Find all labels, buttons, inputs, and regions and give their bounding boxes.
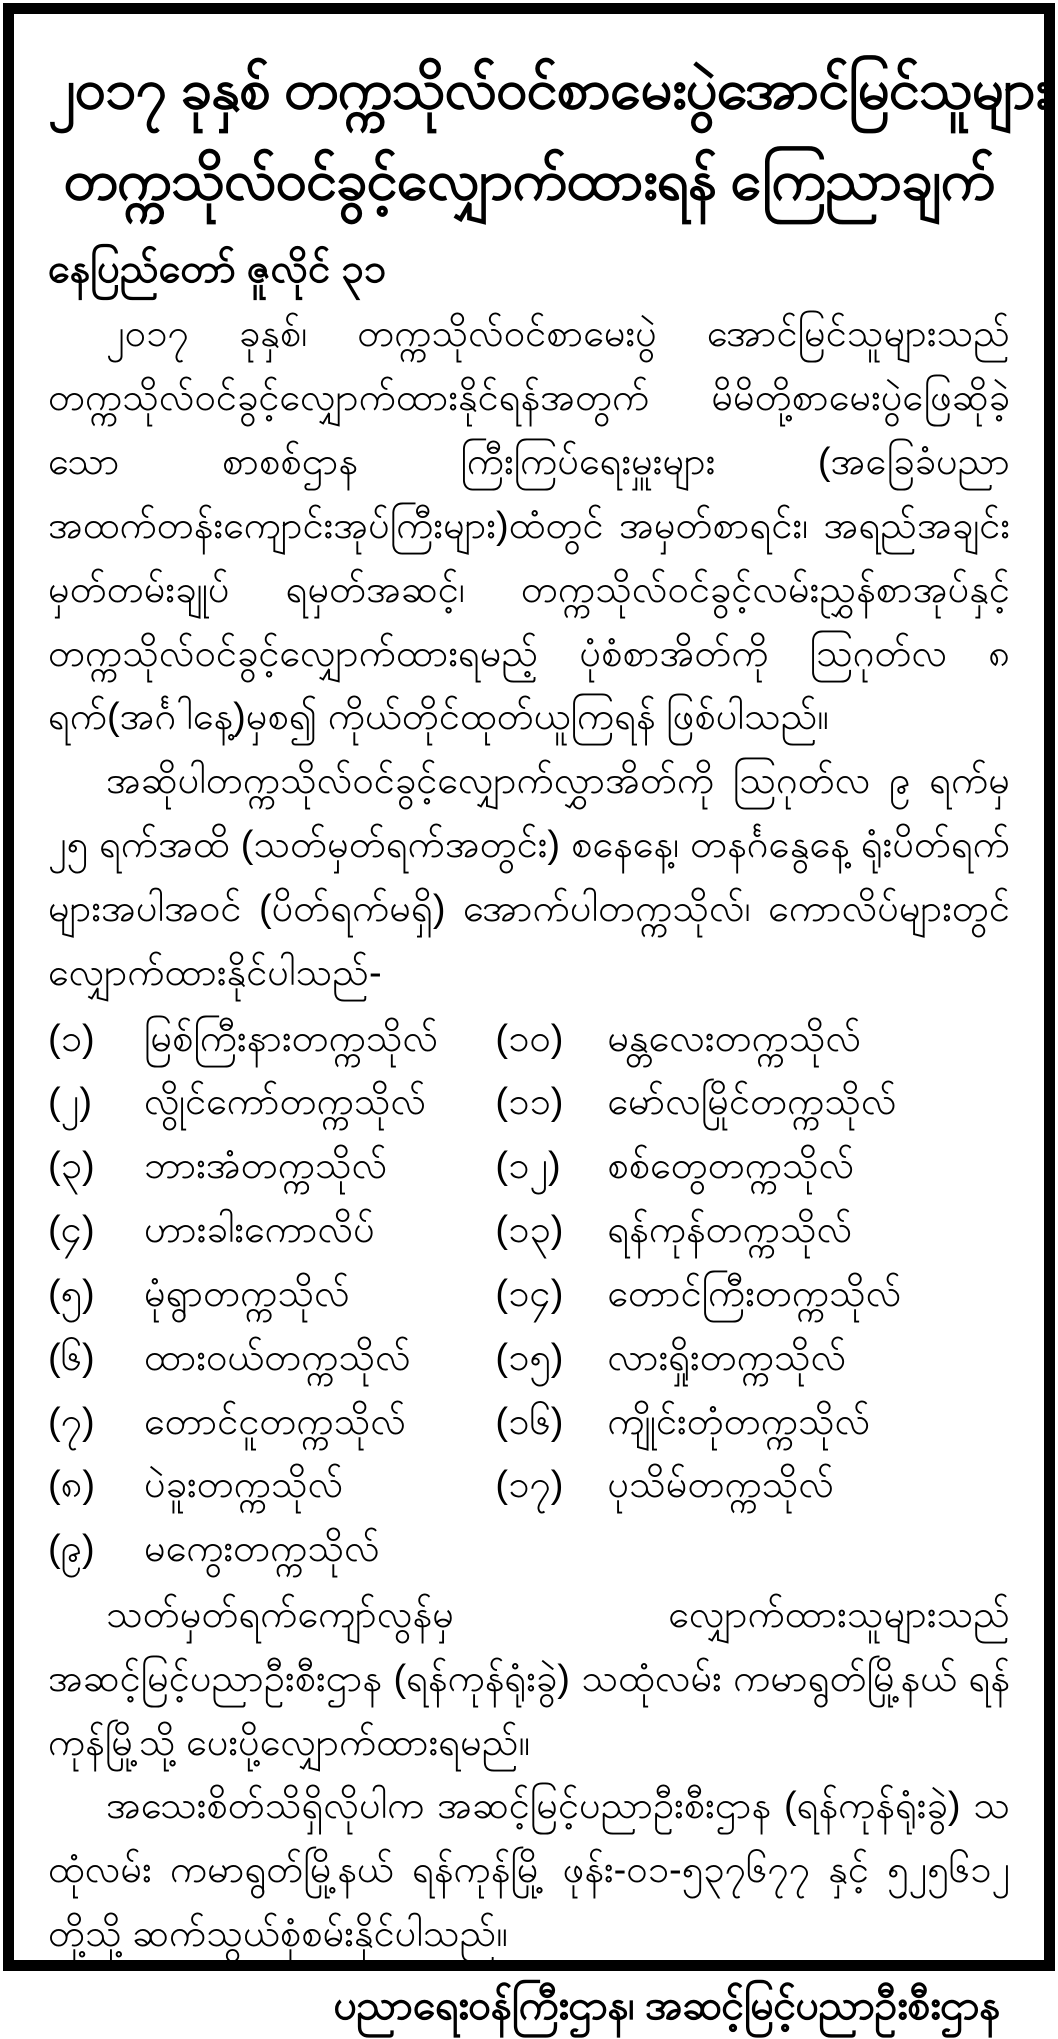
university-list-left-column (48, 1008, 495, 1582)
list-item (495, 1135, 1010, 1199)
university-list (48, 1008, 1010, 1582)
list-item-name: ဘားအံတက္ကသိုလ် (144, 1145, 388, 1188)
paragraph-late-application: သတ်မှတ်ရက်ကျော်လွန်မှ လျှောက်ထားသူများသည် အဆင့်မြင့်ပညာဦးစီးဌာန (ရန်ကုန်ရုံးခွဲ) သထုံလမ်း ကမာရွတ်မြို့နယ် ရန်ကုန်မြို့သို့ ပေးပို့လျှောက်ထားရမည်။ (48, 1594, 1010, 1764)
list-item-name: တောင်ငူတက္ကသိုလ် (144, 1400, 406, 1443)
list-item-number: (၁၆) (495, 1400, 564, 1443)
list-item-name: ရန်ကုန်တက္ကသိုလ် (607, 1209, 853, 1252)
list-item-number: (၁) (48, 1017, 95, 1060)
list-item-number: (၆) (48, 1336, 95, 1379)
university-list-right-column (495, 1008, 1010, 1519)
list-item (495, 1008, 1010, 1072)
list-item (48, 1008, 495, 1072)
paragraph-exam-documents: ၂၀၁၇ ခုနှစ်၊ တက္ကသိုလ်ဝင်စာမေးပွဲ အောင်မြင်သူများသည် တက္ကသိုလ်ဝင်ခွင့်လျှောက်ထားနိုင်ရန်အတွက် မိမိတို့စာမေးပွဲဖြေဆိုခဲ့သော စာစစ်ဌာန ကြီးကြပ်ရေးမှူးများ (အခြေခံပညာအထက်တန်းကျောင်းအုပ်ကြီးများ)ထံတွင် အမှတ်စာရင်း၊ အရည်အချင်းမှတ်တမ်းချုပ် ရမှတ်အဆင့်၊ တက္ကသိုလ်ဝင်ခွင့်လမ်းညွှန်စာအုပ်နှင့် တက္ကသိုလ်ဝင်ခွင့်လျှောက်ထားရမည့် ပုံစံစာအိတ်ကို သြဂုတ်လ ၈ ရက်(အင်္ဂါနေ့)မှစ၍ ကိုယ်တိုင်ထုတ်ယူကြရန် ဖြစ်ပါသည်။ (48, 313, 1010, 739)
title-line-1: ၂၀၁၇ ခုနှစ် တက္ကသိုလ်ဝင်စာမေးပွဲအောင်မြင်သူများ (48, 57, 1050, 120)
list-item-number: (၁၁) (495, 1081, 564, 1124)
list-item-number: (၁၅) (495, 1336, 564, 1379)
list-item-number: (၁၄) (495, 1272, 564, 1315)
list-item-number: (၁၇) (495, 1464, 564, 1507)
list-item-number: (၅) (48, 1272, 95, 1315)
list-item-name: မြစ်ကြီးနားတက္ကသိုလ် (144, 1017, 439, 1060)
signature-ministry: ပညာရေးဝန်ကြီးဌာန၊ အဆင့်မြင့်ပညာဦးစီးဌာန (333, 1981, 1000, 2028)
announcement-page-border (3, 3, 1055, 2028)
paragraph-application-period: အဆိုပါတက္ကသိုလ်ဝင်ခွင့်လျှောက်လွှာအိတ်ကို သြဂုတ်လ ၉ ရက်မှ ၂၅ ရက်အထိ (သတ်မှတ်ရက်အတွင်း) စနေနေ့၊ တနင်္ဂနွေနေ့ ရုံးပိတ်ရက်များအပါအဝင် (ပိတ်ရက်မရှိ) အောက်ပါတက္ကသိုလ်၊ ကောလိပ်များတွင် လျှောက်ထားနိုင်ပါသည်- (48, 760, 1010, 994)
list-item-name: မော်လမြိုင်တက္ကသိုလ် (607, 1081, 897, 1124)
list-item-name: လွိုင်ကော်တက္ကသိုလ် (144, 1081, 427, 1124)
list-item-number: (၈) (48, 1464, 96, 1507)
list-item-number: (၂) (48, 1081, 92, 1124)
list-item (495, 1391, 1010, 1455)
paragraph-contact-info: အသေးစိတ်သိရှိလိုပါက အဆင့်မြင့်ပညာဦးစီးဌာန (ရန်ကုန်ရုံးခွဲ) သထုံလမ်း ကမာရွတ်မြို့နယ် ရန်ကုန်မြို့ ဖုန်း-၀၁-၅၃၇၆၇၇ နှင့် ၅၂၅၆၁၂ တို့သို့ ဆက်သွယ်စုံစမ်းနိုင်ပါသည်။ (48, 1785, 1010, 1956)
list-item (48, 1327, 495, 1391)
list-item (48, 1391, 495, 1455)
list-item-name: စစ်တွေတက္ကသိုလ် (607, 1145, 855, 1188)
list-item-number: (၉) (48, 1528, 95, 1571)
list-item (495, 1454, 1010, 1518)
list-item-name: တောင်ကြီးတက္ကသိုလ် (607, 1272, 902, 1315)
list-item-number: (၃) (48, 1145, 95, 1188)
list-item-name: ထားဝယ်တက္ကသိုလ် (144, 1336, 411, 1379)
list-item (495, 1327, 1010, 1391)
list-item-number: (၇) (48, 1400, 95, 1443)
list-item-number: (၁၂) (495, 1145, 561, 1188)
list-item (495, 1199, 1010, 1263)
list-item-name: ကျိုင်းတုံတက္ကသိုလ် (607, 1400, 871, 1443)
list-item-name: လားရှိုးတက္ကသိုလ် (607, 1336, 847, 1379)
list-item-name: မန္တလေးတက္ကသိုလ် (607, 1017, 862, 1060)
list-item (495, 1263, 1010, 1327)
list-item-name: မကွေးတက္ကသိုလ် (144, 1528, 380, 1571)
list-item-number: (၁၃) (495, 1209, 564, 1252)
list-item (48, 1199, 495, 1263)
list-item-number: (၄) (48, 1209, 95, 1252)
list-item-name: ဟားခါးကောလိပ် (144, 1209, 375, 1252)
list-item (48, 1518, 495, 1582)
list-item (495, 1071, 1010, 1135)
title-line-2: တက္ကသိုလ်ဝင်ခွင့်လျှောက်ထားရန် ကြေညာချက် (63, 147, 995, 211)
list-item (48, 1135, 495, 1199)
list-item (48, 1263, 495, 1327)
list-item-name: ပုသိမ်တက္ကသိုလ် (607, 1464, 834, 1507)
dateline: နေပြည်တော် ဇူလိုင် ၃၁ (48, 247, 387, 292)
list-item-number: (၁၀) (495, 1017, 564, 1060)
announcement-title (48, 44, 1050, 225)
list-item (48, 1454, 495, 1518)
list-item-name: မုံရွာတက္ကသိုလ် (144, 1272, 350, 1315)
list-item (48, 1071, 495, 1135)
list-item-name: ပဲခူးတက္ကသိုလ် (144, 1464, 344, 1507)
